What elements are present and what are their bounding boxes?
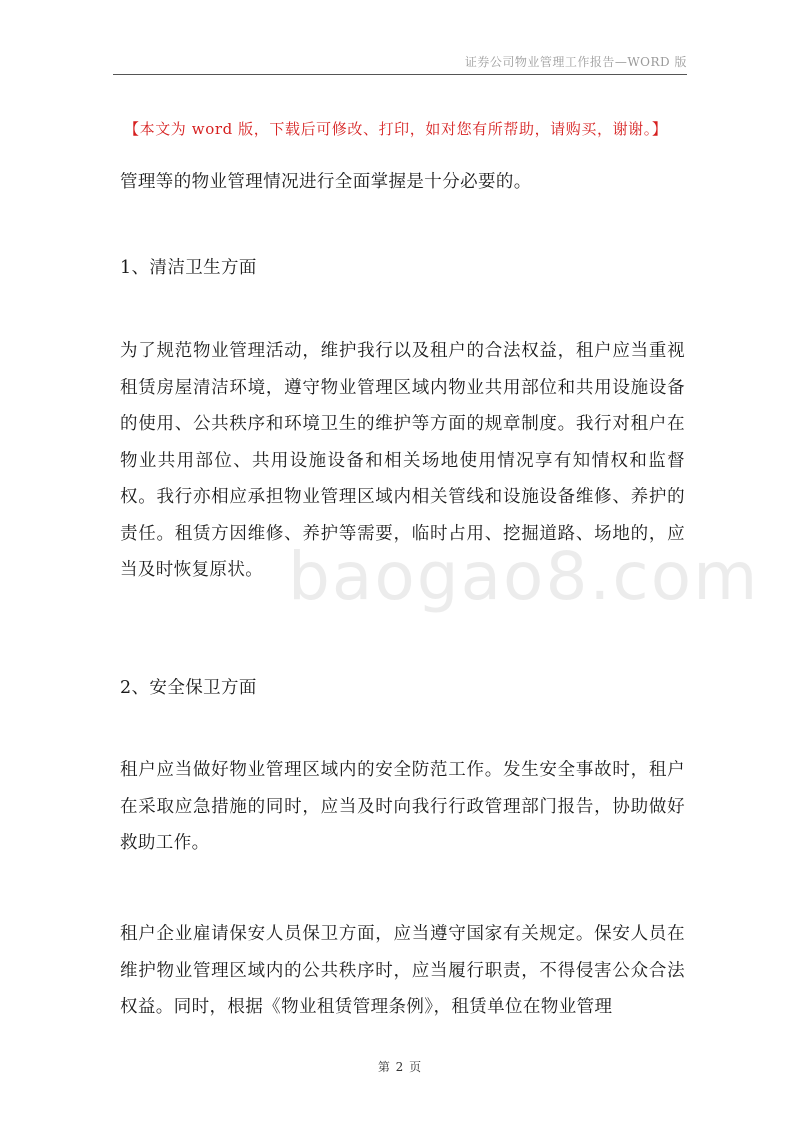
section-2-heading-text: 2、安全保卫方面	[120, 678, 257, 698]
intro-text: 管理等的物业管理情况进行全面掌握是十分必要的。	[120, 172, 532, 192]
section-1-heading	[120, 250, 685, 287]
intro-paragraph	[120, 164, 685, 201]
section-1-heading-text: 1、清洁卫生方面	[120, 258, 257, 278]
document-header-title: 证券公司物业管理工作报告—WORD 版	[464, 55, 687, 69]
download-notice: 【本文为 word 版，下载后可修改、打印，如对您有所帮助，请购买，谢谢。】	[124, 120, 668, 138]
section-2-heading	[120, 670, 685, 707]
section-2-paragraph-1-text: 租户应当做好物业管理区域内的安全防范工作。发生安全事故时，租户在采取应急措施的同时，应当及时向我行行政管理部门报告，协助做好救助工作。	[120, 760, 685, 853]
section-1-paragraph	[120, 333, 685, 589]
header-divider	[113, 74, 687, 75]
watermark: baogao8.com	[288, 538, 760, 615]
section-1-paragraph-text: 为了规范物业管理活动，维护我行以及租户的合法权益，租户应当重视租赁房屋清洁环境，遵守物业管理区域内物业共用部位和共用设施设备的使用、公共秩序和环境卫生的维护等方面的规章制度。我行对租户在物业共用部位、共用设施设备和相关场地使用情况享有知情权和监督权。我行亦相应承担物业管理区域内相关管线和设施设备维修、养护的责任。租赁方因维修、养护等需要，临时占用、挖掘道路、场地的，应当及时恢复原状。	[120, 341, 685, 580]
section-2-paragraph-2-text: 租户企业雇请保安人员保卫方面，应当遵守国家有关规定。保安人员在维护物业管理区域内的公共秩序时，应当履行职责，不得侵害公众合法权益。同时，根据《物业租赁管理条例》，租赁单位在物业管理	[120, 924, 685, 1017]
section-2-paragraph-1	[120, 752, 685, 862]
section-2-paragraph-2	[120, 916, 685, 1026]
page-number: 第 2 页	[377, 1060, 423, 1074]
